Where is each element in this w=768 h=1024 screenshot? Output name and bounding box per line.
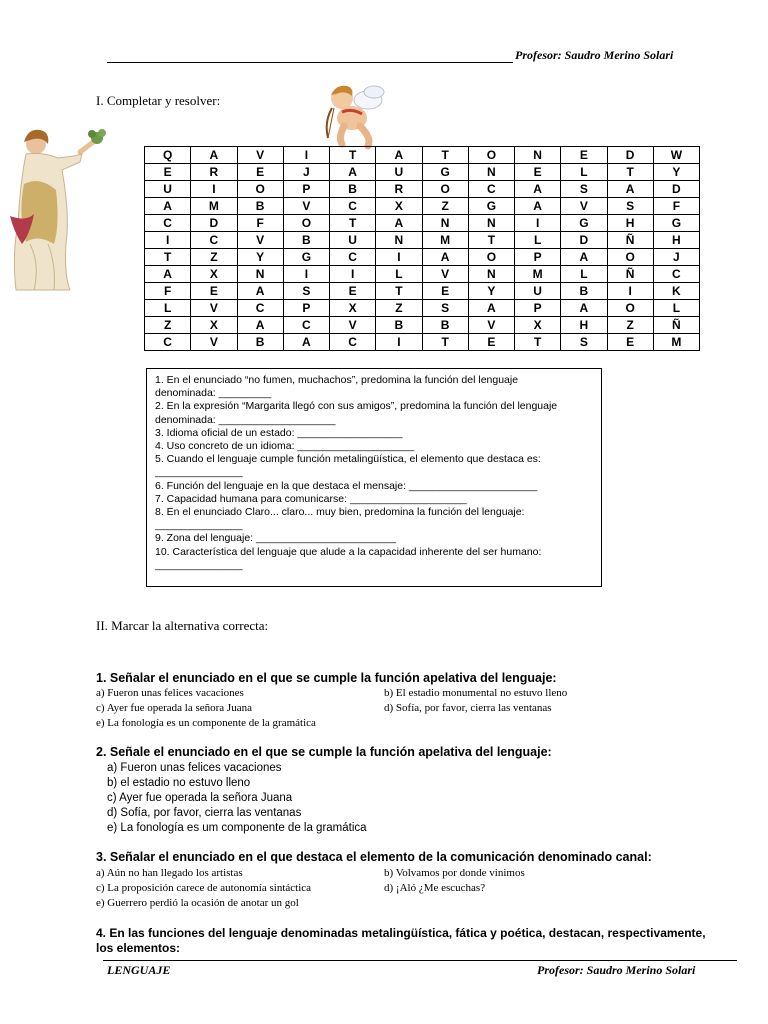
mc-question-2-title: 2. Señale el enunciado en el que se cumple la función apelativa del lenguaje:: [96, 745, 552, 759]
grid-cell: G: [561, 215, 607, 232]
question-line: 6. Función del lenguaje en la que destaca el mensaje: ______________________: [155, 479, 538, 492]
grid-cell: T: [145, 249, 191, 266]
mc-q3-option-a: a) Aún no han llegado los artistas: [96, 867, 243, 879]
grid-cell: A: [330, 164, 376, 181]
cupid-illustration: [312, 78, 392, 150]
grid-cell: C: [468, 181, 514, 198]
grid-cell: S: [561, 334, 607, 351]
footer-subject: LENGUAJE: [107, 963, 171, 977]
grid-cell: L: [653, 300, 699, 317]
question-line: 7. Capacidad humana para comunicarse: ____________________: [155, 492, 467, 505]
grid-cell: O: [607, 249, 653, 266]
grid-cell: O: [468, 249, 514, 266]
grid-cell: B: [561, 283, 607, 300]
grid-cell: J: [283, 164, 329, 181]
grid-cell: V: [283, 198, 329, 215]
grid-row: [145, 300, 700, 317]
grid-cell: M: [422, 232, 468, 249]
mc-q2-option-c: c) Ayer fue operada la señora Juana: [107, 792, 293, 804]
grid-row: [145, 283, 700, 300]
grid-cell: O: [237, 181, 283, 198]
mc-q2-option-a: a) Fueron unas felices vacaciones: [107, 762, 282, 774]
grid-cell: S: [607, 198, 653, 215]
grid-cell: E: [561, 147, 607, 164]
question-line: 8. En el enunciado Claro... claro... muy bien, predomina la función del lenguaje:: [155, 506, 525, 519]
grid-cell: W: [653, 147, 699, 164]
header-professor: Profesor: Saudro Merino Solari: [515, 48, 674, 62]
mc-q2-option-e: e) La fonología es um componente de la gramática: [107, 822, 367, 834]
grid-cell: O: [283, 215, 329, 232]
question-line: 3. Idioma oficial de un estado: __________________: [155, 426, 403, 439]
grid-cell: A: [561, 300, 607, 317]
grid-cell: V: [468, 317, 514, 334]
mc-q2-option-b: b) el estadio no estuvo lleno: [107, 777, 251, 789]
grid-cell: A: [283, 334, 329, 351]
grid-cell: E: [515, 164, 561, 181]
grid-cell: Y: [653, 164, 699, 181]
grid-cell: B: [376, 317, 422, 334]
mc-question-4-title-line1: 4. En las funciones del lenguaje denominadas metalingüística, fática y poética, destacan, respectivamente,: [96, 926, 706, 940]
fill-in-questions-box: [146, 368, 602, 587]
grid-cell: S: [283, 283, 329, 300]
mc-question-1-title: 1. Señalar el enunciado en el que se cumple la función apelativa del lenguaje:: [96, 671, 557, 685]
grid-cell: A: [237, 317, 283, 334]
grid-cell: Ñ: [607, 266, 653, 283]
grid-cell: A: [422, 249, 468, 266]
grid-cell: I: [283, 147, 329, 164]
grid-cell: V: [330, 317, 376, 334]
grid-cell: K: [653, 283, 699, 300]
grid-cell: A: [145, 266, 191, 283]
grid-cell: N: [468, 215, 514, 232]
grid-cell: D: [191, 215, 237, 232]
grid-cell: P: [283, 300, 329, 317]
grid-cell: E: [422, 283, 468, 300]
grid-cell: G: [283, 249, 329, 266]
grid-cell: Q: [145, 147, 191, 164]
grid-cell: P: [515, 300, 561, 317]
grid-cell: T: [330, 215, 376, 232]
grid-cell: F: [653, 198, 699, 215]
grid-cell: L: [376, 266, 422, 283]
grid-cell: A: [515, 198, 561, 215]
grid-cell: C: [330, 334, 376, 351]
grid-cell: Z: [376, 300, 422, 317]
section-2-title: II. Marcar la alternativa correcta:: [96, 618, 269, 633]
grid-row: [145, 215, 700, 232]
grid-cell: V: [237, 232, 283, 249]
grid-cell: I: [607, 283, 653, 300]
grid-cell: D: [561, 232, 607, 249]
footer-professor: Profesor: Saudro Merino Solari: [537, 963, 696, 977]
grid-cell: C: [330, 249, 376, 266]
mc-q3-option-c: c) La proposición carece de autonomía sintáctica: [96, 882, 312, 894]
grid-cell: F: [145, 283, 191, 300]
grid-cell: E: [191, 283, 237, 300]
grid-cell: D: [607, 147, 653, 164]
grid-cell: N: [515, 147, 561, 164]
grid-cell: O: [607, 300, 653, 317]
grid-row: [145, 266, 700, 283]
grid-cell: R: [191, 164, 237, 181]
grid-cell: A: [376, 147, 422, 164]
grid-cell: U: [515, 283, 561, 300]
mc-question-3-title: 3. Señalar el enunciado en el que destaca el elemento de la comunicación denominado canal:: [96, 850, 652, 864]
grid-cell: A: [468, 300, 514, 317]
grid-cell: A: [191, 147, 237, 164]
grid-cell: I: [330, 266, 376, 283]
grid-cell: S: [561, 181, 607, 198]
grid-cell: C: [191, 232, 237, 249]
grid-cell: Ñ: [653, 317, 699, 334]
goddess-illustration: [0, 124, 112, 294]
question-line: 10. Característica del lenguaje que alude a la capacidad inherente del ser humano:: [155, 545, 542, 558]
grid-cell: B: [330, 181, 376, 198]
grid-cell: T: [330, 147, 376, 164]
grid-cell: I: [191, 181, 237, 198]
grid-cell: N: [468, 266, 514, 283]
grid-cell: Z: [191, 249, 237, 266]
grid-cell: B: [237, 334, 283, 351]
grid-cell: L: [561, 266, 607, 283]
grid-cell: L: [145, 300, 191, 317]
grid-cell: E: [145, 164, 191, 181]
grid-cell: V: [561, 198, 607, 215]
question-line: 4. Uso concreto de un idioma: ____________________: [155, 440, 415, 453]
question-line: _______________: [155, 519, 243, 532]
grid-cell: L: [515, 232, 561, 249]
section-1-title: I. Completar y resolver:: [96, 93, 221, 108]
grid-cell: R: [376, 181, 422, 198]
mc-q1-option-d: d) Sofía, por favor, cierra las ventanas: [384, 702, 552, 714]
grid-cell: Y: [237, 249, 283, 266]
grid-cell: A: [376, 215, 422, 232]
grid-cell: A: [515, 181, 561, 198]
grid-cell: F: [237, 215, 283, 232]
question-line: denominada: _________: [155, 387, 272, 400]
grid-cell: A: [561, 249, 607, 266]
grid-cell: V: [237, 147, 283, 164]
grid-cell: B: [283, 232, 329, 249]
grid-cell: T: [607, 164, 653, 181]
grid-row: [145, 249, 700, 266]
grid-cell: N: [422, 215, 468, 232]
grid-cell: A: [145, 198, 191, 215]
grid-cell: M: [515, 266, 561, 283]
grid-cell: N: [468, 164, 514, 181]
grid-cell: T: [422, 147, 468, 164]
grid-cell: O: [422, 181, 468, 198]
grid-cell: U: [330, 232, 376, 249]
grid-cell: B: [237, 198, 283, 215]
question-line: 2. En la expresión “Margarita llegó con sus amigos”, predomina la función del lenguaje: [155, 400, 558, 413]
grid-cell: T: [515, 334, 561, 351]
grid-cell: G: [468, 198, 514, 215]
grid-cell: X: [191, 266, 237, 283]
grid-row: [145, 198, 700, 215]
grid-cell: I: [515, 215, 561, 232]
grid-cell: B: [422, 317, 468, 334]
question-line: 5. Cuando el lenguaje cumple función metalingüística, el elemento que destaca es:: [155, 453, 541, 466]
grid-row: [145, 334, 700, 351]
grid-row: [145, 232, 700, 249]
grid-cell: A: [237, 283, 283, 300]
question-line: 1. En el enunciado “no fumen, muchachos”, predomina la función del lenguaje: [155, 374, 519, 386]
grid-cell: A: [607, 181, 653, 198]
grid-cell: Y: [468, 283, 514, 300]
grid-cell: C: [145, 334, 191, 351]
header-rule: [107, 62, 513, 63]
question-line: _______________: [155, 558, 243, 571]
grid-cell: T: [422, 334, 468, 351]
grid-cell: J: [653, 249, 699, 266]
grid-cell: Z: [422, 198, 468, 215]
mc-q1-option-e: e) La fonología es un componente de la gramática: [96, 717, 316, 729]
grid-cell: U: [376, 164, 422, 181]
grid-row: [145, 164, 700, 181]
grid-cell: V: [191, 300, 237, 317]
question-line: denominada: ____________________: [155, 413, 336, 426]
grid-cell: X: [376, 198, 422, 215]
mc-q1-option-b: b) El estadio monumental no estuvo lleno: [384, 687, 568, 699]
grid-cell: E: [237, 164, 283, 181]
grid-cell: E: [607, 334, 653, 351]
grid-cell: Z: [607, 317, 653, 334]
grid-row: [145, 317, 700, 334]
grid-cell: H: [607, 215, 653, 232]
mc-question-4-title-line2: los elementos:: [96, 941, 181, 955]
grid-cell: O: [468, 147, 514, 164]
grid-cell: M: [191, 198, 237, 215]
grid-cell: I: [283, 266, 329, 283]
mc-q3-option-d: d) ¡Aló ¿Me escuchas?: [384, 882, 486, 894]
grid-cell: H: [561, 317, 607, 334]
question-line: _______________: [155, 466, 243, 479]
mc-q3-option-b: b) Volvamos por donde vinimos: [384, 867, 525, 879]
grid-cell: I: [145, 232, 191, 249]
grid-cell: Ñ: [607, 232, 653, 249]
grid-cell: C: [237, 300, 283, 317]
mc-q2-option-d: d) Sofía, por favor, cierra las ventanas: [107, 807, 302, 819]
grid-cell: C: [330, 198, 376, 215]
question-line: 9. Zona del lenguaje: ________________________: [155, 532, 397, 545]
grid-cell: V: [422, 266, 468, 283]
grid-cell: T: [376, 283, 422, 300]
grid-cell: P: [515, 249, 561, 266]
grid-cell: U: [145, 181, 191, 198]
grid-cell: X: [515, 317, 561, 334]
grid-row: [145, 147, 700, 164]
grid-cell: V: [191, 334, 237, 351]
grid-cell: M: [653, 334, 699, 351]
grid-cell: D: [653, 181, 699, 198]
grid-cell: P: [283, 181, 329, 198]
footer-rule: [103, 960, 737, 961]
grid-cell: E: [330, 283, 376, 300]
grid-cell: L: [561, 164, 607, 181]
grid-cell: E: [468, 334, 514, 351]
grid-cell: X: [330, 300, 376, 317]
grid-cell: C: [653, 266, 699, 283]
grid-cell: H: [653, 232, 699, 249]
word-search-grid: [144, 146, 700, 351]
grid-cell: X: [191, 317, 237, 334]
mc-q3-option-e: e) Guerrero perdió la ocasión de anotar un gol: [96, 897, 299, 909]
grid-cell: C: [283, 317, 329, 334]
grid-cell: N: [237, 266, 283, 283]
grid-row: [145, 181, 700, 198]
grid-cell: G: [653, 215, 699, 232]
grid-cell: G: [422, 164, 468, 181]
grid-cell: S: [422, 300, 468, 317]
grid-cell: I: [376, 334, 422, 351]
mc-q1-option-a: a) Fueron unas felices vacaciones: [96, 687, 244, 699]
grid-cell: C: [145, 215, 191, 232]
grid-cell: Z: [145, 317, 191, 334]
grid-cell: I: [376, 249, 422, 266]
grid-cell: T: [468, 232, 514, 249]
grid-cell: N: [376, 232, 422, 249]
mc-q1-option-c: c) Ayer fue operada la señora Juana: [96, 702, 252, 714]
